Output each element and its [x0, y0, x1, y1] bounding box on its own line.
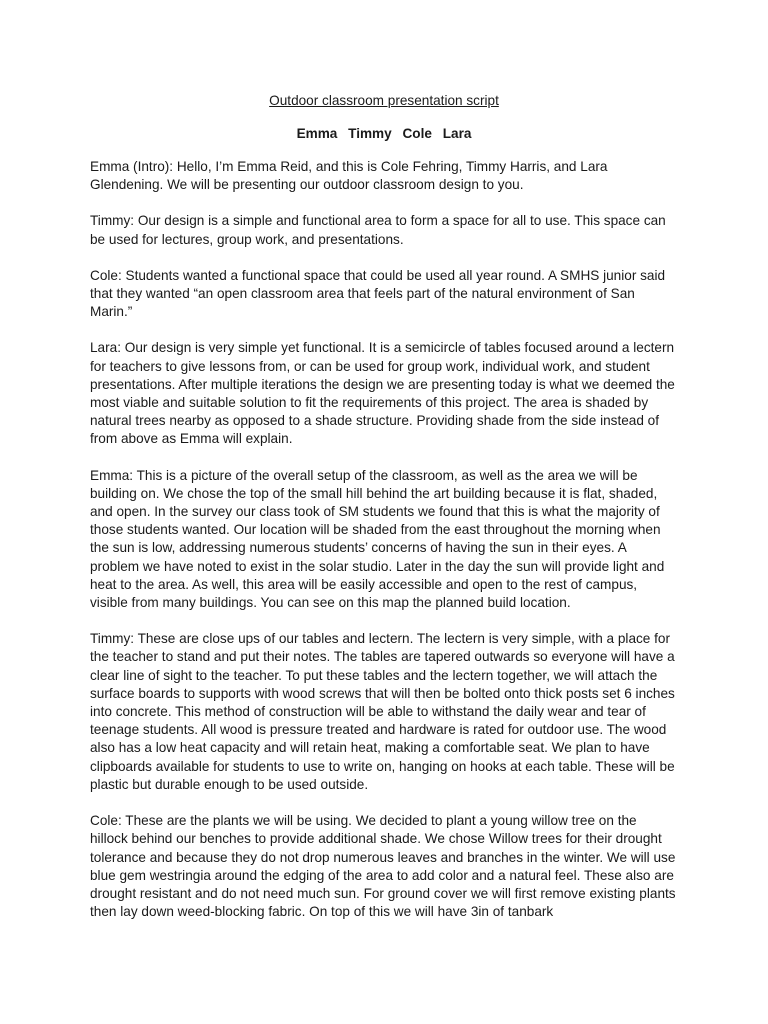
- paragraph-emma-intro: Emma (Intro): Hello, I’m Emma Reid, and this is Cole Fehring, Timmy Harris, and Lara Glendening. We will be presenting our outdoor classroom design to you.: [90, 159, 608, 193]
- paragraph-emma-location: Emma: This is a picture of the overall setup of the classroom, as well as the area we will be building on. We chose the top of the small hill behind the art building because it is flat, shaded, and open. In the survey our class took of SM students we found that this is what the majority of those students wanted. Our location will be shaded from the east throughout the morning when the sun is low, addressing numerous students’ concerns of having the sun in their eyes. A problem we have noted to exist in the solar studio. Later in the day the sun will provide light and heat to the area. As well, this area will be easily accessible and open to the rest of campus, visible from many buildings. You can see on this map the planned build location.: [90, 467, 665, 611]
- paragraph-timmy-design: Timmy: Our design is a simple and functional area to form a space for all to use. This space can be used for lectures, group work, and presentations.: [90, 213, 666, 247]
- document-title: Outdoor classroom presentation script: [269, 93, 499, 108]
- paragraph-lara-design: Lara: Our design is very simple yet functional. It is a semicircle of tables focused around a lectern for teachers to give lessons from, or can be used for group work, individual work, and student presentations. After multiple iterations the design we are presenting today is what we deemed the most viable and suitable solution to fit the requirements of this project. The area is shaded by natural trees nearby as opposed to a shade structure. Providing shade from the side instead of from above as Emma will explain.: [90, 340, 675, 447]
- paragraph-cole-plants: Cole: These are the plants we will be using. We decided to plant a young willow tree on the hillock behind our benches to provide additional shade. We chose Willow trees for their drought tolerance and because they do not drop numerous leaves and branches in the winter. We will use blue gem westringia around the edging of the area to add color and a natural feel. These also are drought resistant and do not need much sun. For ground cover we will first remove existing plants then lay down weed-blocking fabric. On top of this we will have 3in of tanbark: [90, 813, 676, 920]
- presenter-names: Emma Timmy Cole Lara: [296, 126, 472, 141]
- paragraph-cole-students: Cole: Students wanted a functional space that could be used all year round. A SMHS junior said that they wanted “an open classroom area that feels part of the natural environment of San Marin.”: [90, 267, 666, 320]
- paragraph-timmy-tables: Timmy: These are close ups of our tables and lectern. The lectern is very simple, with a place for the teacher to stand and put their notes. The tables are tapered outwards so everyone will have a clear line of sight to the teacher. To put these tables and the lectern together, we will attach the surface boards to supports with wood screws that will then be bolted onto thick posts set 6 inches into concrete. This method of construction will be able to withstand the daily wear and tear of teenage students. All wood is pressure treated and hardware is rated for outdoor use. The wood also has a low heat capacity and will retain heat, making a comfortable seat. We plan to have clipboards available for students to use to write on, hanging on hooks at each table. These will be plastic but durable enough to be used outside.: [90, 631, 675, 792]
